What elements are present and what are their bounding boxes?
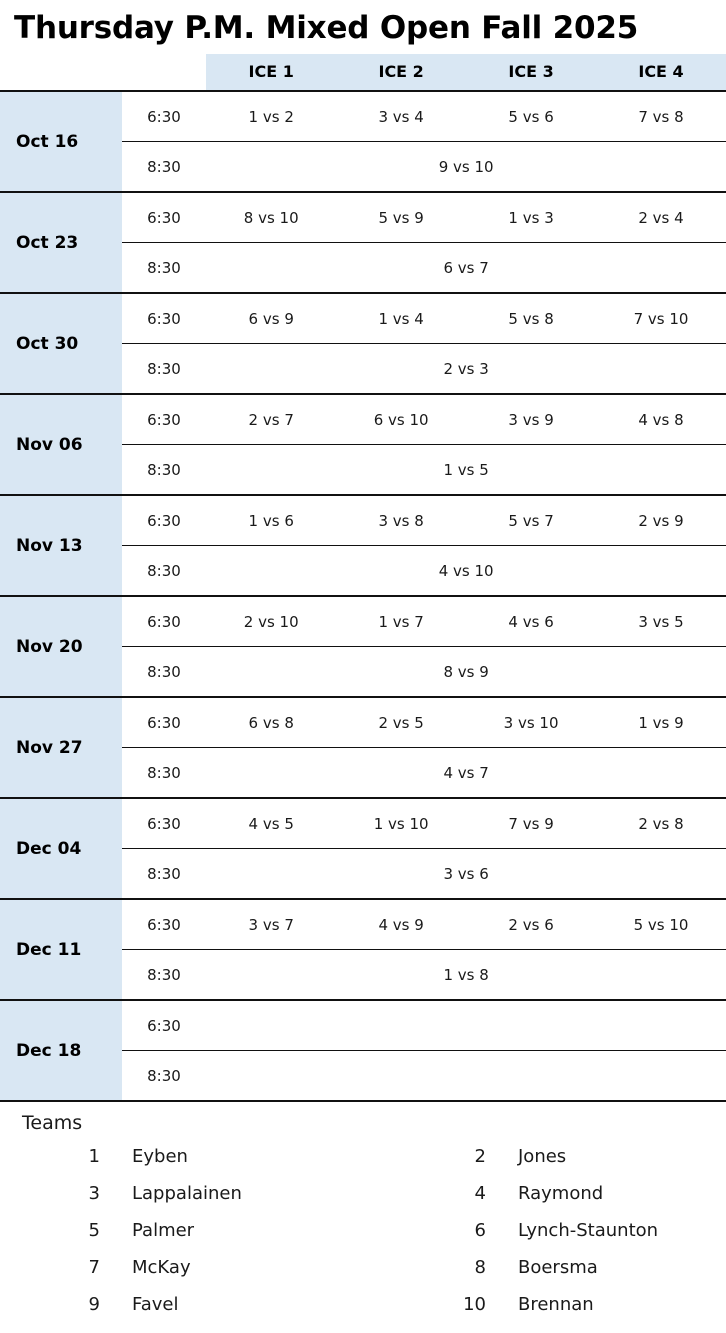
team-name: Eyben xyxy=(132,1146,188,1167)
game-slot xyxy=(206,1000,336,1051)
week-date: Oct 16 xyxy=(0,91,122,192)
game-slot-late: 2 vs 3 xyxy=(206,344,726,395)
game-slot: 7 vs 9 xyxy=(466,798,596,849)
time-label-late: 8:30 xyxy=(122,243,207,294)
time-label-early: 6:30 xyxy=(122,91,207,142)
week-date: Oct 23 xyxy=(0,192,122,293)
team-number: 3 xyxy=(88,1183,100,1204)
game-slot: 6 vs 10 xyxy=(336,394,466,445)
game-slot: 2 vs 10 xyxy=(206,596,336,647)
game-slot-late: 3 vs 6 xyxy=(206,849,726,900)
game-slot: 6 vs 9 xyxy=(206,293,336,344)
table-row xyxy=(0,596,726,647)
team-number: 1 xyxy=(88,1146,100,1167)
team-name: Boersma xyxy=(518,1257,598,1278)
table-row xyxy=(0,697,726,748)
game-slot: 5 vs 9 xyxy=(336,192,466,243)
game-slot-late: 4 vs 10 xyxy=(206,546,726,597)
game-slot: 3 vs 10 xyxy=(466,697,596,748)
week-date: Nov 06 xyxy=(0,394,122,495)
game-slot: 1 vs 7 xyxy=(336,596,466,647)
team-row xyxy=(22,1249,726,1286)
time-label-late: 8:30 xyxy=(122,950,207,1001)
time-label-early: 6:30 xyxy=(122,1000,207,1051)
game-slot: 1 vs 3 xyxy=(466,192,596,243)
game-slot: 2 vs 4 xyxy=(596,192,726,243)
table-row xyxy=(0,293,726,344)
time-label-early: 6:30 xyxy=(122,394,207,445)
team-row xyxy=(22,1138,726,1175)
time-label-late: 8:30 xyxy=(122,647,207,698)
teams-section xyxy=(0,1102,726,1323)
time-label-early: 6:30 xyxy=(122,798,207,849)
team-number: 10 xyxy=(463,1294,486,1315)
team-number: 5 xyxy=(88,1220,100,1241)
game-slot: 7 vs 8 xyxy=(596,91,726,142)
week-date: Nov 27 xyxy=(0,697,122,798)
game-slot-late: 1 vs 5 xyxy=(206,445,726,496)
team-name: Brennan xyxy=(518,1294,594,1315)
game-slot: 5 vs 7 xyxy=(466,495,596,546)
game-slot-late: 9 vs 10 xyxy=(206,142,726,193)
week-date: Nov 20 xyxy=(0,596,122,697)
game-slot: 1 vs 10 xyxy=(336,798,466,849)
header-ice-2: ICE 2 xyxy=(336,54,466,91)
game-slot: 1 vs 4 xyxy=(336,293,466,344)
table-header-row xyxy=(0,54,726,91)
week-date: Oct 30 xyxy=(0,293,122,394)
game-slot: 2 vs 6 xyxy=(466,899,596,950)
game-slot: 8 vs 10 xyxy=(206,192,336,243)
table-row xyxy=(0,192,726,243)
team-row xyxy=(22,1212,726,1249)
header-time xyxy=(122,54,207,91)
game-slot-late: 4 vs 7 xyxy=(206,748,726,799)
game-slot xyxy=(466,1000,596,1051)
teams-table xyxy=(22,1138,726,1323)
week-date: Dec 04 xyxy=(0,798,122,899)
week-date: Dec 11 xyxy=(0,899,122,1000)
game-slot: 5 vs 8 xyxy=(466,293,596,344)
time-label-late: 8:30 xyxy=(122,546,207,597)
game-slot: 2 vs 8 xyxy=(596,798,726,849)
table-row xyxy=(0,91,726,142)
team-name: Jones xyxy=(518,1146,567,1167)
game-slot: 2 vs 7 xyxy=(206,394,336,445)
game-slot: 3 vs 8 xyxy=(336,495,466,546)
time-label-late: 8:30 xyxy=(122,849,207,900)
game-slot: 4 vs 6 xyxy=(466,596,596,647)
game-slot: 5 vs 10 xyxy=(596,899,726,950)
time-label-late: 8:30 xyxy=(122,142,207,193)
table-row xyxy=(0,394,726,445)
game-slot xyxy=(336,1000,466,1051)
game-slot-late: 1 vs 8 xyxy=(206,950,726,1001)
game-slot: 1 vs 9 xyxy=(596,697,726,748)
time-label-early: 6:30 xyxy=(122,293,207,344)
table-row xyxy=(0,798,726,849)
time-label-early: 6:30 xyxy=(122,697,207,748)
header-ice-3: ICE 3 xyxy=(466,54,596,91)
table-row xyxy=(0,899,726,950)
team-number: 6 xyxy=(474,1220,486,1241)
time-label-late: 8:30 xyxy=(122,748,207,799)
header-ice-4: ICE 4 xyxy=(596,54,726,91)
table-row xyxy=(0,1000,726,1051)
game-slot: 4 vs 9 xyxy=(336,899,466,950)
game-slot-late: 6 vs 7 xyxy=(206,243,726,294)
week-date: Nov 13 xyxy=(0,495,122,596)
game-slot: 1 vs 6 xyxy=(206,495,336,546)
team-number: 9 xyxy=(88,1294,100,1315)
team-name: McKay xyxy=(132,1257,191,1278)
team-number: 7 xyxy=(88,1257,100,1278)
game-slot: 6 vs 8 xyxy=(206,697,336,748)
time-label-late: 8:30 xyxy=(122,344,207,395)
schedule-table xyxy=(0,54,726,1102)
time-label-late: 8:30 xyxy=(122,445,207,496)
team-row xyxy=(22,1286,726,1323)
game-slot: 3 vs 5 xyxy=(596,596,726,647)
game-slot-late xyxy=(206,1051,726,1102)
team-row xyxy=(22,1175,726,1212)
game-slot: 1 vs 2 xyxy=(206,91,336,142)
header-ice-1: ICE 1 xyxy=(206,54,336,91)
game-slot: 2 vs 5 xyxy=(336,697,466,748)
time-label-early: 6:30 xyxy=(122,192,207,243)
header-date xyxy=(0,54,122,91)
week-date: Dec 18 xyxy=(0,1000,122,1101)
time-label-early: 6:30 xyxy=(122,596,207,647)
table-row xyxy=(0,495,726,546)
game-slot: 4 vs 8 xyxy=(596,394,726,445)
game-slot: 7 vs 10 xyxy=(596,293,726,344)
team-number: 4 xyxy=(474,1183,486,1204)
game-slot xyxy=(596,1000,726,1051)
team-name: Lynch-Staunton xyxy=(518,1220,659,1241)
teams-heading: Teams xyxy=(22,1112,83,1134)
team-name: Palmer xyxy=(132,1220,195,1241)
game-slot: 5 vs 6 xyxy=(466,91,596,142)
game-slot: 3 vs 7 xyxy=(206,899,336,950)
game-slot-late: 8 vs 9 xyxy=(206,647,726,698)
game-slot: 3 vs 9 xyxy=(466,394,596,445)
team-name: Lappalainen xyxy=(132,1183,242,1204)
time-label-late: 8:30 xyxy=(122,1051,207,1102)
game-slot: 2 vs 9 xyxy=(596,495,726,546)
game-slot: 3 vs 4 xyxy=(336,91,466,142)
game-slot: 4 vs 5 xyxy=(206,798,336,849)
time-label-early: 6:30 xyxy=(122,899,207,950)
team-number: 2 xyxy=(474,1146,486,1167)
schedule-body xyxy=(0,91,726,1101)
time-label-early: 6:30 xyxy=(122,495,207,546)
team-name: Favel xyxy=(132,1294,179,1315)
team-number: 8 xyxy=(474,1257,486,1278)
team-name: Raymond xyxy=(518,1183,604,1204)
page-title: Thursday P.M. Mixed Open Fall 2025 xyxy=(14,10,639,46)
